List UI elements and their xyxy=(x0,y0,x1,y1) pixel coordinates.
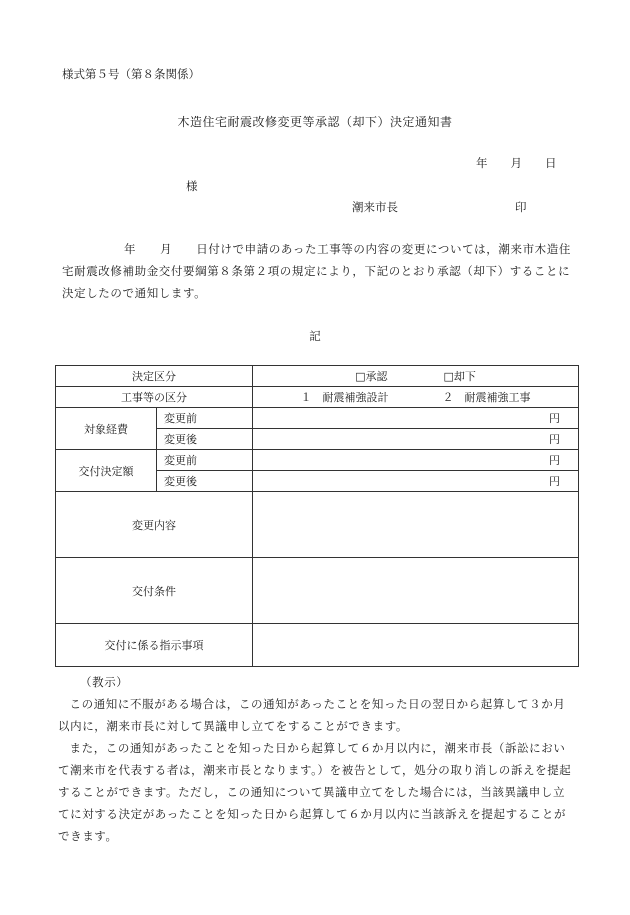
conditions-field[interactable] xyxy=(253,558,579,624)
notice-section xyxy=(58,671,573,847)
grant-after-amount[interactable]: 円 xyxy=(253,471,579,492)
conditions-label: 交付条件 xyxy=(56,558,253,624)
decision-label: 決定区分 xyxy=(56,366,253,387)
notice-paragraph-1: この通知に不服がある場合は，この通知があったことを知った日の翌日から起算して３か月以内に，潮来市長に対して異議申し立てをすることができます。 xyxy=(58,697,566,733)
table-row xyxy=(56,366,579,387)
cost-after-amount[interactable]: 円 xyxy=(253,429,579,450)
work-type-options xyxy=(253,387,579,408)
notice-heading: （教示） xyxy=(80,675,129,689)
notice-paragraph-2: また，この通知があったことを知った日から起算して６か月以内に，潮来市長（訴訟において潮来市を代表する者は，潮来市長となります。）を被告として，処分の取り消しの訴えを提起することができます。ただし，この通知について異議申立てをした場合には，当該異議申し立てに対する決定があったことを知った日から起算して６か月以内に当該訴えを提起することができます。 xyxy=(58,741,572,843)
grant-before-amount[interactable]: 円 xyxy=(253,450,579,471)
document-title: 木造住宅耐震改修変更等承認（却下）決定通知書 xyxy=(177,115,453,129)
table-row xyxy=(56,558,579,624)
change-content-field[interactable] xyxy=(253,492,579,558)
work-option-construction[interactable]: ２ 耐震補強工事 xyxy=(442,391,531,404)
decision-options xyxy=(253,366,579,387)
seal-mark: 印 xyxy=(515,200,527,214)
work-type-label: 工事等の区分 xyxy=(56,387,253,408)
approve-checkbox[interactable]: □承認 xyxy=(355,370,388,383)
table-row xyxy=(56,492,579,558)
body-text: 日付けで申請のあった工事等の内容の変更については，潮来市木造住宅耐震改修補助金交付要綱第８条第２項の規定により，下記のとおり承認（却下）することに決定したので通知します。 xyxy=(62,242,571,300)
instructions-label: 交付に係る指示事項 xyxy=(56,624,253,667)
table-row xyxy=(56,624,579,667)
body-year: 年 xyxy=(124,242,137,256)
form-number: 様式第５号（第８条関係） xyxy=(62,67,200,81)
issuer-name: 潮来市長 xyxy=(352,200,398,214)
body-month: 月 xyxy=(160,242,173,256)
date-year: 年 xyxy=(476,156,488,170)
date-month: 月 xyxy=(510,156,522,170)
change-content-label: 変更内容 xyxy=(56,492,253,558)
cost-before-amount[interactable]: 円 xyxy=(253,408,579,429)
grant-after-label: 変更後 xyxy=(157,471,253,492)
cost-label: 対象経費 xyxy=(56,408,157,450)
cost-after-label: 変更後 xyxy=(157,429,253,450)
addressee-suffix: 様 xyxy=(186,179,198,193)
table-row xyxy=(56,450,579,471)
table-row xyxy=(56,408,579,429)
instructions-field[interactable] xyxy=(253,624,579,667)
decision-table xyxy=(55,365,579,667)
cost-before-label: 変更前 xyxy=(157,408,253,429)
grant-before-label: 変更前 xyxy=(157,450,253,471)
grant-label: 交付決定額 xyxy=(56,450,157,492)
ki-heading: 記 xyxy=(309,329,321,343)
reject-checkbox[interactable]: □却下 xyxy=(443,370,476,383)
work-option-design[interactable]: １ 耐震補強設計 xyxy=(300,391,389,404)
date-line xyxy=(476,155,557,171)
date-day: 日 xyxy=(545,156,557,170)
table-row xyxy=(56,387,579,408)
body-paragraph xyxy=(62,238,572,304)
